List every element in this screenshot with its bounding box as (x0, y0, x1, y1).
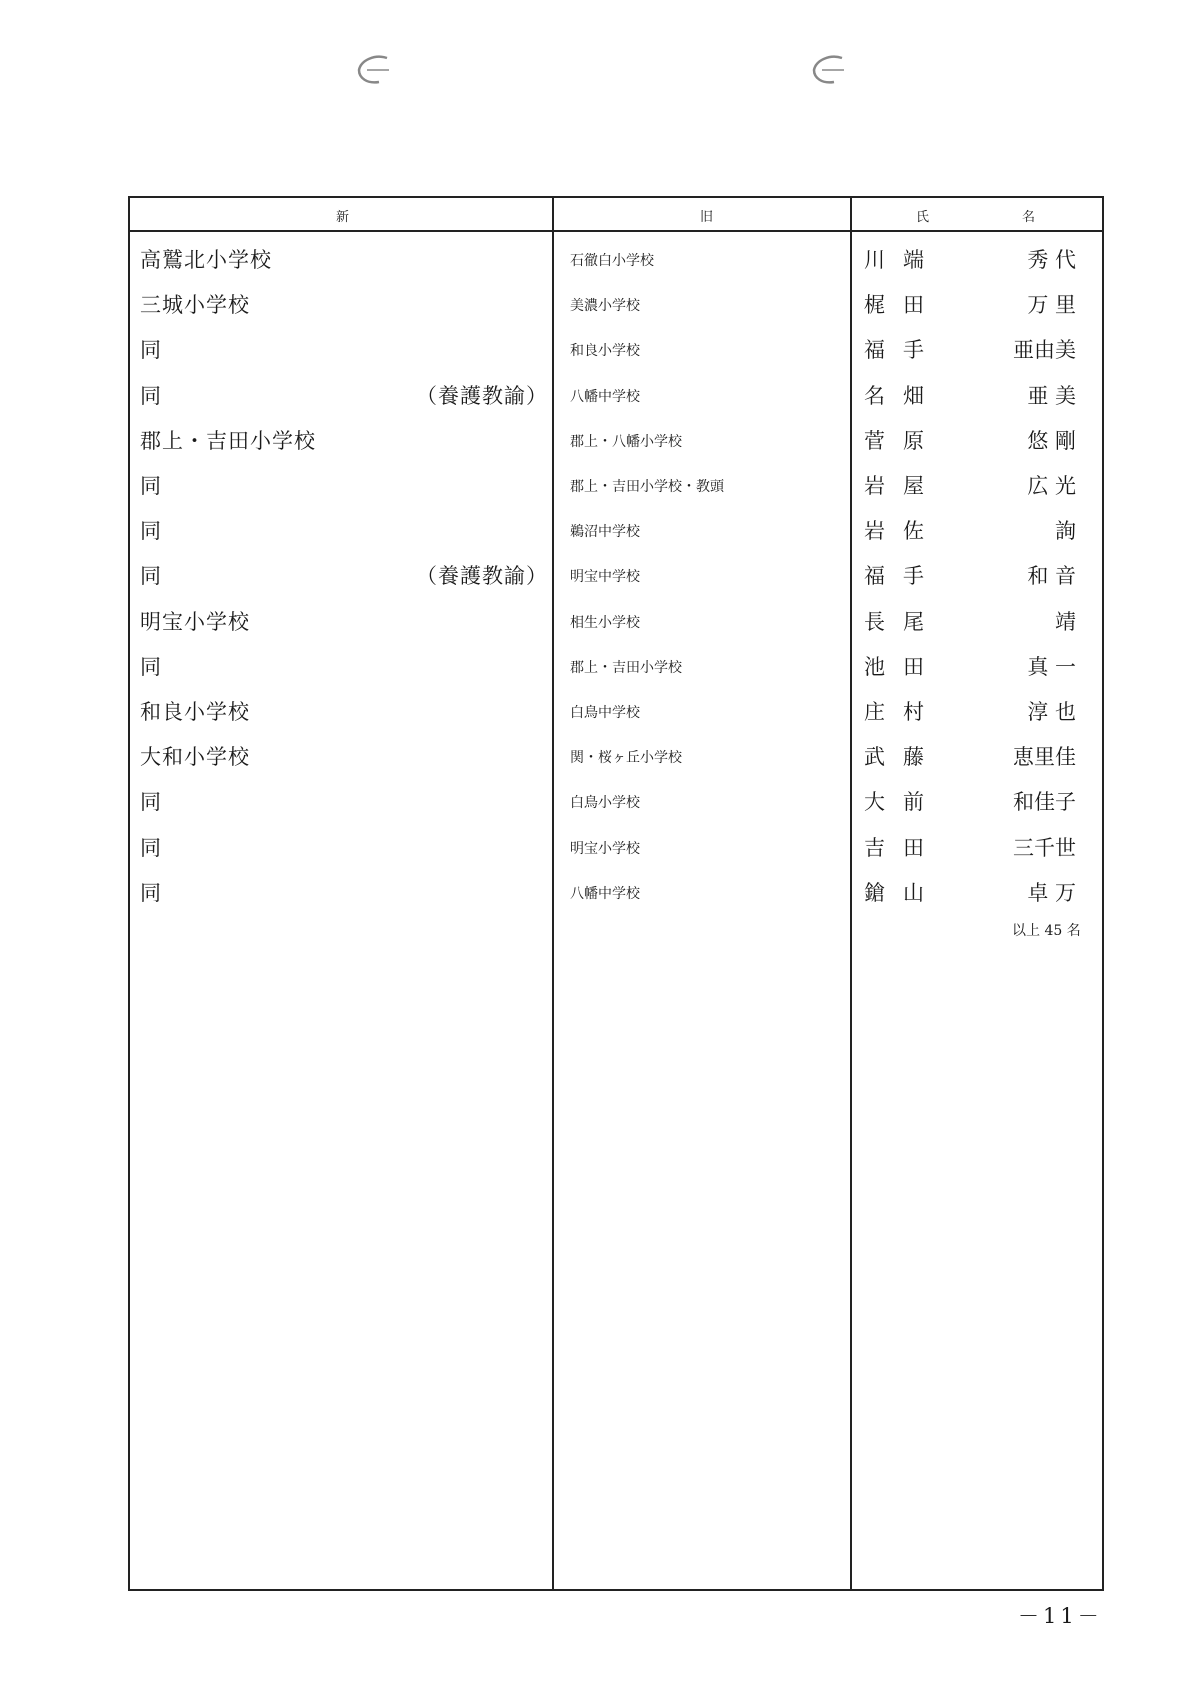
old-school: 石徹白小学校 (570, 253, 654, 269)
old-school: 相生小学校 (570, 614, 640, 631)
given-name: 広 光 (1027, 474, 1076, 498)
given-name: 亜由美 (1013, 338, 1076, 363)
old-school: 和良小学校 (570, 343, 640, 360)
new-school: 同 (140, 564, 162, 589)
table-row (130, 244, 1102, 288)
surname: 長尾 (864, 609, 942, 634)
table-row (130, 289, 1102, 333)
table-row (130, 741, 1102, 785)
new-school: 明宝小学校 (140, 609, 250, 634)
new-school: 同 (140, 880, 162, 905)
given-name: 三千世 (1013, 835, 1076, 860)
old-school: 鵜沼中学校 (570, 524, 640, 541)
new-school: 三城小学校 (140, 293, 250, 318)
new-school: 同 (140, 519, 162, 544)
old-school: 明宝中学校 (570, 569, 640, 586)
old-school: 白鳥小学校 (570, 795, 640, 812)
surname: 福手 (864, 338, 942, 363)
surname: 菅原 (864, 428, 942, 453)
given-name: 悠 剛 (1027, 428, 1076, 453)
surname: 池田 (864, 654, 942, 679)
surname: 庄村 (864, 700, 942, 724)
new-school: 同 (140, 474, 162, 498)
given-name: 万 里 (1027, 293, 1076, 318)
new-school: 同 (140, 338, 162, 363)
new-school: 大和小学校 (140, 745, 250, 770)
given-name: 和 音 (1027, 564, 1076, 589)
given-name: 靖 (1055, 609, 1076, 634)
given-name: 亜 美 (1027, 383, 1076, 408)
old-school: 郡上・吉田小学校 (570, 659, 682, 676)
personnel-table (128, 196, 1104, 1591)
table-row (130, 877, 1102, 921)
punch-hole-mark-left (353, 52, 393, 88)
given-name: 真 一 (1027, 654, 1076, 679)
table-row (130, 334, 1102, 378)
table-row (130, 515, 1102, 559)
surname: 川端 (864, 248, 942, 272)
table-header (130, 198, 1102, 232)
old-school: 郡上・吉田小学校・教頭 (570, 479, 724, 495)
old-school: 白鳥中学校 (570, 705, 640, 721)
surname: 武藤 (864, 745, 942, 770)
new-school: 同 (140, 790, 162, 815)
table-row (130, 425, 1102, 469)
new-school: 同 (140, 383, 162, 408)
given-name: 恵里佳 (1013, 745, 1076, 770)
new-school: 同 (140, 654, 162, 679)
position-note: （養護教諭） (416, 383, 548, 408)
surname: 梶田 (864, 293, 942, 318)
surname: 岩佐 (864, 519, 942, 544)
given-name: 淳 也 (1027, 700, 1076, 724)
surname: 吉田 (864, 835, 942, 860)
header-new: 新 (336, 210, 350, 225)
page-number: －11－ (1018, 1604, 1103, 1628)
table-row (130, 786, 1102, 830)
given-name: 和佳子 (1013, 790, 1076, 815)
table-row (130, 696, 1102, 740)
old-school: 美濃小学校 (570, 298, 640, 315)
given-name: 卓 万 (1027, 880, 1076, 905)
old-school: 郡上・八幡小学校 (570, 433, 682, 450)
surname: 鎗山 (864, 880, 942, 905)
table-row (130, 832, 1102, 876)
new-school: 同 (140, 835, 162, 860)
table-row (130, 606, 1102, 650)
position-note: （養護教諭） (416, 564, 548, 589)
punch-hole-mark-right (808, 52, 848, 88)
total-count: 以上 45 名 (1012, 923, 1081, 939)
old-school: 明宝小学校 (570, 840, 640, 857)
header-name-2: 名 (1022, 210, 1036, 225)
table-row (130, 380, 1102, 424)
new-school: 高鷲北小学校 (140, 248, 272, 272)
new-school: 郡上・吉田小学校 (140, 428, 316, 453)
table-row (130, 651, 1102, 695)
table-row (130, 560, 1102, 604)
given-name: 詢 (1055, 519, 1076, 544)
surname: 福手 (864, 564, 942, 589)
surname: 名畑 (864, 383, 942, 408)
new-school: 和良小学校 (140, 700, 250, 724)
old-school: 関・桜ヶ丘小学校 (570, 750, 682, 767)
old-school: 八幡中学校 (570, 885, 640, 902)
given-name: 秀 代 (1027, 248, 1076, 272)
old-school: 八幡中学校 (570, 388, 640, 405)
table-row (130, 470, 1102, 514)
surname: 大前 (864, 790, 942, 815)
header-old: 旧 (700, 210, 714, 225)
header-name-1: 氏 (916, 210, 930, 225)
surname: 岩屋 (864, 474, 942, 498)
